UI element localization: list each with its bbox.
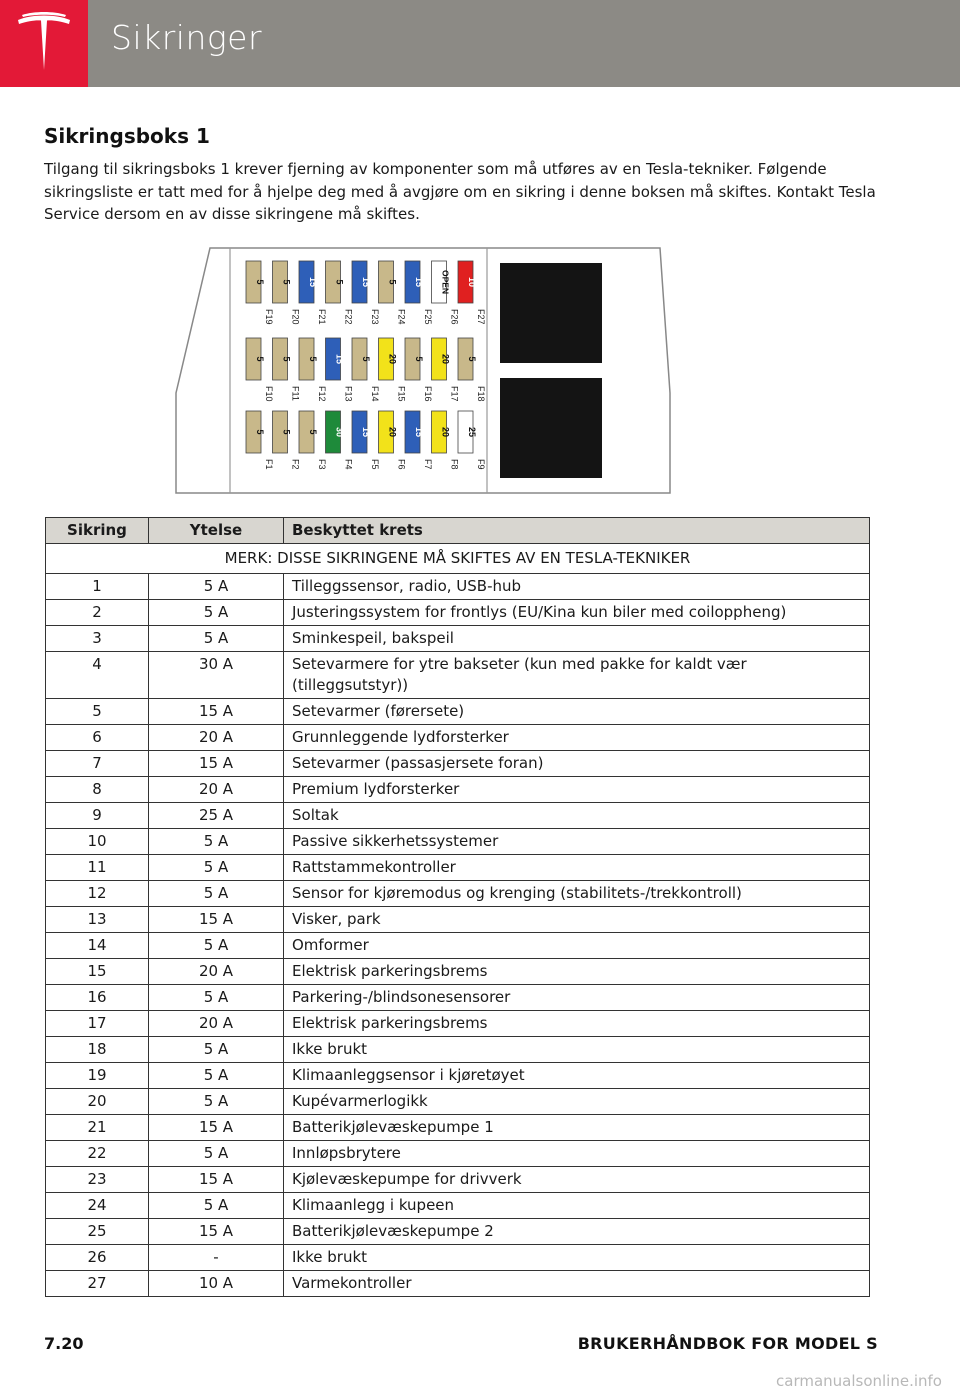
fuse-rating-label: 15 bbox=[414, 276, 424, 288]
cell-fuse: 6 bbox=[46, 725, 149, 751]
fuse-id-label: F4 bbox=[343, 459, 354, 470]
cell-rating: 5 A bbox=[149, 574, 284, 600]
fuse-id-label: F12 bbox=[317, 386, 327, 402]
table-row bbox=[46, 725, 870, 751]
fuse-rating-label: 5 bbox=[255, 279, 265, 285]
cell-circuit: Kjølevæskepumpe for drivverk bbox=[284, 1167, 870, 1193]
cell-rating: 5 A bbox=[149, 881, 284, 907]
fuse-rating-label: 15 bbox=[361, 426, 371, 438]
fuse-id-label: F5 bbox=[370, 459, 380, 470]
cell-rating: 15 A bbox=[149, 907, 284, 933]
fuse-id-label: F2 bbox=[290, 459, 301, 470]
cell-rating: 5 A bbox=[149, 1063, 284, 1089]
fuse-id-label: F20 bbox=[290, 309, 301, 325]
cell-rating: 5 A bbox=[149, 600, 284, 626]
col-header-circuit: Beskyttet krets bbox=[284, 518, 870, 544]
cell-circuit: Klimaanlegg i kupeen bbox=[284, 1193, 870, 1219]
fuse-id-label: F24 bbox=[396, 309, 407, 325]
cell-fuse: 12 bbox=[46, 881, 149, 907]
cell-rating: - bbox=[149, 1245, 284, 1271]
cell-rating: 15 A bbox=[149, 699, 284, 725]
fuse-id-label: F27 bbox=[476, 309, 486, 325]
fuse-id-label: F9 bbox=[476, 459, 486, 470]
cell-circuit: Omformer bbox=[284, 933, 870, 959]
cell-circuit: Visker, park bbox=[284, 907, 870, 933]
cell-rating: 20 A bbox=[149, 725, 284, 751]
cell-rating: 5 A bbox=[149, 933, 284, 959]
fuse-rating-label: 5 bbox=[334, 279, 345, 285]
cell-fuse: 26 bbox=[46, 1245, 149, 1271]
page-number: 7.20 bbox=[44, 1334, 84, 1353]
cell-fuse: 16 bbox=[46, 985, 149, 1011]
fuse-rating-label: 25 bbox=[467, 426, 477, 438]
table-row bbox=[46, 855, 870, 881]
cell-fuse: 2 bbox=[46, 600, 149, 626]
cell-circuit: Premium lydforsterker bbox=[284, 777, 870, 803]
cell-fuse: 1 bbox=[46, 574, 149, 600]
fuse-id-label: F8 bbox=[449, 459, 460, 470]
fuse-rating-label: 15 bbox=[361, 276, 371, 288]
table-row bbox=[46, 1037, 870, 1063]
cell-fuse: 24 bbox=[46, 1193, 149, 1219]
cell-fuse: 3 bbox=[46, 626, 149, 652]
fuse-id-label: F22 bbox=[343, 309, 354, 325]
cell-circuit: Batterikjølevæskepumpe 2 bbox=[284, 1219, 870, 1245]
cell-circuit: Tilleggssensor, radio, USB-hub bbox=[284, 574, 870, 600]
table-row bbox=[46, 1193, 870, 1219]
table-row bbox=[46, 751, 870, 777]
cell-fuse: 27 bbox=[46, 1271, 149, 1297]
cell-fuse: 17 bbox=[46, 1011, 149, 1037]
fuse-rating-label: 5 bbox=[308, 429, 318, 435]
table-row bbox=[46, 1115, 870, 1141]
cell-fuse: 10 bbox=[46, 829, 149, 855]
cell-circuit: Rattstammekontroller bbox=[284, 855, 870, 881]
cell-rating: 5 A bbox=[149, 985, 284, 1011]
fuse-id-label: F10 bbox=[264, 386, 274, 402]
cell-circuit: Justeringssystem for frontlys (EU/Kina kun biler med coiloppheng) bbox=[284, 600, 870, 626]
cell-circuit: Ikke brukt bbox=[284, 1037, 870, 1063]
table-row bbox=[46, 881, 870, 907]
cell-circuit: Ikke brukt bbox=[284, 1245, 870, 1271]
table-row bbox=[46, 1063, 870, 1089]
table-row bbox=[46, 933, 870, 959]
fuse-id-label: F23 bbox=[370, 309, 380, 325]
cell-circuit: Elektrisk parkeringsbrems bbox=[284, 959, 870, 985]
page-header bbox=[0, 0, 960, 87]
fuse-id-label: F16 bbox=[423, 386, 433, 402]
cell-rating: 20 A bbox=[149, 1011, 284, 1037]
table-header-row bbox=[46, 518, 870, 544]
relay-block-bottom bbox=[500, 378, 602, 478]
page-title: Sikringer bbox=[111, 18, 263, 57]
cell-circuit: Passive sikkerhetssystemer bbox=[284, 829, 870, 855]
col-header-fuse: Sikring bbox=[46, 518, 149, 544]
cell-circuit: Parkering-/blindsonesensorer bbox=[284, 985, 870, 1011]
cell-fuse: 25 bbox=[46, 1219, 149, 1245]
fuse-rating-label: 10 bbox=[467, 276, 477, 288]
cell-rating: 15 A bbox=[149, 751, 284, 777]
manual-title: BRUKERHÅNDBOK FOR MODEL S bbox=[577, 1334, 878, 1353]
fuse-id-label: F26 bbox=[449, 309, 460, 325]
table-row bbox=[46, 699, 870, 725]
fuse-rating-label: 15 bbox=[334, 353, 345, 365]
fuse-id-label: F6 bbox=[396, 459, 407, 470]
cell-circuit: Kupévarmerlogikk bbox=[284, 1089, 870, 1115]
fuse-rating-label: 20 bbox=[440, 353, 451, 365]
fuse-id-label: F7 bbox=[423, 459, 433, 470]
fuse-rating-label: 15 bbox=[414, 426, 424, 438]
cell-circuit: Innløpsbrytere bbox=[284, 1141, 870, 1167]
cell-rating: 20 A bbox=[149, 777, 284, 803]
table-row bbox=[46, 907, 870, 933]
cell-rating: 10 A bbox=[149, 1271, 284, 1297]
table-row bbox=[46, 600, 870, 626]
cell-rating: 5 A bbox=[149, 855, 284, 881]
cell-circuit: Elektrisk parkeringsbrems bbox=[284, 1011, 870, 1037]
cell-fuse: 22 bbox=[46, 1141, 149, 1167]
section-title: Sikringsboks 1 bbox=[44, 124, 210, 148]
cell-fuse: 20 bbox=[46, 1089, 149, 1115]
table-row bbox=[46, 1245, 870, 1271]
fuse-rating-label: 5 bbox=[467, 356, 477, 362]
fuse-id-label: F14 bbox=[370, 386, 380, 402]
fuse-table bbox=[45, 517, 870, 1297]
fuse-id-label: F18 bbox=[476, 386, 486, 402]
table-row bbox=[46, 777, 870, 803]
table-row bbox=[46, 1089, 870, 1115]
fuse-id-label: F25 bbox=[423, 309, 433, 325]
fuse-rating-label: 5 bbox=[414, 356, 424, 362]
fuse-rating-label: 5 bbox=[361, 356, 371, 362]
cell-rating: 5 A bbox=[149, 626, 284, 652]
table-row bbox=[46, 1141, 870, 1167]
fuse-rating-label: 15 bbox=[308, 276, 318, 288]
cell-fuse: 21 bbox=[46, 1115, 149, 1141]
fuse-id-label: F13 bbox=[343, 386, 354, 402]
cell-fuse: 11 bbox=[46, 855, 149, 881]
cell-fuse: 4 bbox=[46, 652, 149, 699]
watermark: carmanualsonline.info bbox=[776, 1372, 942, 1390]
fuse-rating-label: 20 bbox=[387, 353, 398, 365]
cell-rating: 5 A bbox=[149, 1037, 284, 1063]
table-row bbox=[46, 1011, 870, 1037]
cell-circuit: Klimaanleggsensor i kjøretøyet bbox=[284, 1063, 870, 1089]
fuse-id-label: F15 bbox=[396, 386, 407, 402]
cell-rating: 5 A bbox=[149, 1089, 284, 1115]
fuse-id-label: F1 bbox=[264, 459, 274, 470]
fuse-rating-label: 5 bbox=[281, 429, 292, 435]
table-row bbox=[46, 574, 870, 600]
cell-circuit: Setevarmer (førersete) bbox=[284, 699, 870, 725]
table-row bbox=[46, 1271, 870, 1297]
fuse-id-label: F19 bbox=[264, 309, 274, 325]
tesla-logo-icon bbox=[14, 12, 74, 74]
cell-circuit: Sensor for kjøremodus og krenging (stabilitets-/trekkontroll) bbox=[284, 881, 870, 907]
cell-rating: 5 A bbox=[149, 829, 284, 855]
col-header-rating: Ytelse bbox=[149, 518, 284, 544]
cell-rating: 20 A bbox=[149, 959, 284, 985]
relay-block-top bbox=[500, 263, 602, 363]
fuse-id-label: F21 bbox=[317, 309, 327, 325]
cell-circuit: Grunnleggende lydforsterker bbox=[284, 725, 870, 751]
note-row bbox=[46, 544, 870, 574]
fuse-rating-label: 5 bbox=[255, 429, 265, 435]
cell-rating: 15 A bbox=[149, 1219, 284, 1245]
fuse-rating-label: 5 bbox=[308, 356, 318, 362]
intro-paragraph: Tilgang til sikringsboks 1 krever fjerning av komponenter som må utføres av en Tesla-tekniker. Følgende sikringsliste er tatt med for å hjelpe deg med å avgjøre om en sikring i denne boksen må skiftes. Kontakt Tesla Service dersom en av disse sikringene må skiftes. bbox=[44, 160, 876, 223]
cell-circuit: Setevarmere for ytre bakseter (kun med pakke for kaldt vær (tilleggsutstyr)) bbox=[284, 652, 870, 699]
cell-circuit: Batterikjølevæskepumpe 1 bbox=[284, 1115, 870, 1141]
note-text: MERK: DISSE SIKRINGENE MÅ SKIFTES AV EN TESLA-TEKNIKER bbox=[46, 544, 870, 574]
cell-rating: 5 A bbox=[149, 1141, 284, 1167]
cell-fuse: 9 bbox=[46, 803, 149, 829]
cell-fuse: 23 bbox=[46, 1167, 149, 1193]
table-row bbox=[46, 959, 870, 985]
cell-fuse: 15 bbox=[46, 959, 149, 985]
cell-circuit: Varmekontroller bbox=[284, 1271, 870, 1297]
cell-rating: 15 A bbox=[149, 1115, 284, 1141]
table-row bbox=[46, 626, 870, 652]
cell-fuse: 7 bbox=[46, 751, 149, 777]
cell-circuit: Sminkespeil, bakspeil bbox=[284, 626, 870, 652]
fuse-id-label: F11 bbox=[290, 386, 301, 401]
cell-rating: 5 A bbox=[149, 1193, 284, 1219]
cell-rating: 30 A bbox=[149, 652, 284, 699]
fuse-rating-label: 5 bbox=[255, 356, 265, 362]
cell-rating: 25 A bbox=[149, 803, 284, 829]
fuse-rating-label: 20 bbox=[387, 426, 398, 438]
cell-fuse: 19 bbox=[46, 1063, 149, 1089]
cell-circuit: Setevarmer (passasjersete foran) bbox=[284, 751, 870, 777]
cell-circuit: Soltak bbox=[284, 803, 870, 829]
table-row bbox=[46, 985, 870, 1011]
cell-rating: 15 A bbox=[149, 1167, 284, 1193]
fuse-id-label: F17 bbox=[449, 386, 460, 402]
table-row bbox=[46, 652, 870, 699]
cell-fuse: 14 bbox=[46, 933, 149, 959]
fuse-box-diagram bbox=[170, 243, 675, 496]
fuse-rating-label: 5 bbox=[281, 356, 292, 362]
table-row bbox=[46, 803, 870, 829]
table-row bbox=[46, 1219, 870, 1245]
fuse-rating-label: 5 bbox=[387, 279, 398, 285]
fuse-rating-label: 20 bbox=[440, 426, 451, 438]
cell-fuse: 8 bbox=[46, 777, 149, 803]
cell-fuse: 13 bbox=[46, 907, 149, 933]
table-row bbox=[46, 1167, 870, 1193]
fuse-id-label: F3 bbox=[317, 459, 327, 470]
fuse-rating-label: 5 bbox=[281, 279, 292, 285]
cell-fuse: 5 bbox=[46, 699, 149, 725]
cell-fuse: 18 bbox=[46, 1037, 149, 1063]
fuse-rating-label: OPEN bbox=[440, 269, 451, 295]
table-row bbox=[46, 829, 870, 855]
fuse-rating-label: 30 bbox=[334, 426, 345, 438]
logo-box bbox=[0, 0, 88, 87]
